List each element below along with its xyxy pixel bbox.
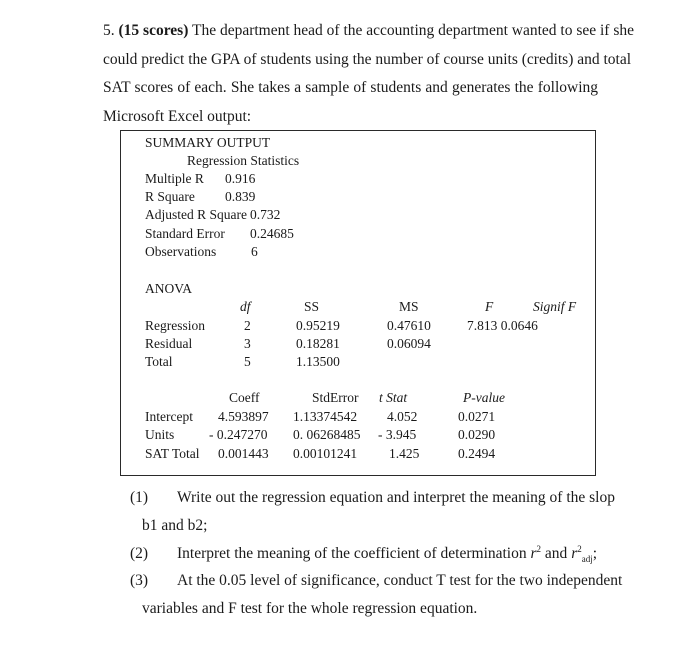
coef-header-tstat: t Stat xyxy=(379,390,408,405)
excel-output-box xyxy=(120,130,596,476)
problem-line-1 xyxy=(103,17,634,46)
stat-value: 0.839 xyxy=(225,189,256,204)
question-1-text: Write out the regression equation and interpret the meaning of the slop xyxy=(177,489,615,506)
question-3-continuation: variables and F test for the whole regression equation. xyxy=(142,600,478,617)
question-2-and: and xyxy=(541,545,572,562)
summary-output-title: SUMMARY OUTPUT xyxy=(145,135,271,150)
coef-stderror: 0.00101241 xyxy=(293,446,358,461)
problem-line-2: could predict the GPA of students using the number of course units (credits) and total xyxy=(103,50,632,68)
coef-row-label: Intercept xyxy=(145,409,193,424)
anova-header-df: df xyxy=(240,299,251,314)
coef-pvalue: 0.2494 xyxy=(458,446,496,461)
question-3-number: (3) xyxy=(130,572,149,589)
anova-header-f: F xyxy=(485,299,494,314)
coef-tstat: 4.052 xyxy=(387,409,418,424)
coef-header-pvalue: P-value xyxy=(463,390,505,405)
stat-label: Observations xyxy=(145,244,217,259)
anova-row-label: Regression xyxy=(145,318,205,333)
anova-df: 2 xyxy=(244,318,251,333)
stat-label: Standard Error xyxy=(145,226,225,241)
anova-row-label: Total xyxy=(145,354,173,369)
anova-df: 3 xyxy=(244,336,251,351)
question-2-lead: Interpret the meaning of the coefficient of determination xyxy=(177,545,531,562)
question-2-end: ; xyxy=(592,545,598,562)
anova-header-ss: SS xyxy=(304,299,320,314)
anova-heading: ANOVA xyxy=(145,281,193,296)
anova-row-label: Residual xyxy=(145,336,193,351)
anova-ms: 0.47610 xyxy=(387,318,431,333)
coef-pvalue: 0.0290 xyxy=(458,427,496,442)
question-2-text xyxy=(177,544,597,564)
stat-label: R Square xyxy=(145,189,195,204)
r-symbol: r xyxy=(530,545,537,562)
stat-value: 0.916 xyxy=(225,171,256,186)
anova-f-signif: 7.813 0.0646 xyxy=(467,318,538,333)
stat-label: Multiple R xyxy=(145,171,204,186)
r-adj-sup: 2 xyxy=(577,543,582,554)
problem-line-1-text: The department head of the accounting department wanted to see if she xyxy=(191,22,634,39)
coef-value: - 0.247270 xyxy=(209,427,268,442)
coef-row-label: SAT Total xyxy=(145,446,200,461)
stat-label: Adjusted R Square xyxy=(145,207,247,222)
regression-statistics-heading: Regression Statistics xyxy=(187,153,300,168)
question-3-text: At the 0.05 level of significance, conduct T test for the two independent xyxy=(177,572,623,589)
anova-header-ms: MS xyxy=(399,299,419,314)
problem-line-3: SAT scores of each. She takes a sample of students and generates the following xyxy=(103,79,598,96)
coef-header-coeff: Coeff xyxy=(229,390,260,405)
r-squared-sup: 2 xyxy=(536,543,542,554)
anova-ss: 1.13500 xyxy=(296,354,340,369)
anova-ss: 0.95219 xyxy=(296,318,340,333)
coef-value: 4.593897 xyxy=(218,409,269,424)
question-1-number: (1) xyxy=(130,489,149,506)
anova-ms: 0.06094 xyxy=(387,336,431,351)
r-adj-symbol: r xyxy=(571,545,578,562)
anova-ss: 0.18281 xyxy=(296,336,340,351)
problem-number: 5. xyxy=(103,22,115,39)
problem-line-4: Microsoft Excel output: xyxy=(103,107,252,125)
stat-value: 6 xyxy=(251,244,258,259)
coef-pvalue: 0.0271 xyxy=(458,409,496,424)
anova-header-signif-f: Signif F xyxy=(533,299,577,314)
question-2-number: (2) xyxy=(130,545,149,562)
stat-value: 0.24685 xyxy=(250,226,294,241)
coef-value: 0.001443 xyxy=(218,446,269,461)
r-adj-sub: adj xyxy=(581,554,593,565)
coef-tstat: - 3.945 xyxy=(378,427,417,442)
coef-row-label: Units xyxy=(145,427,175,442)
coef-stderror: 0. 06268485 xyxy=(293,427,361,442)
coef-tstat: 1.425 xyxy=(389,446,420,461)
question-1-continuation: b1 and b2; xyxy=(142,517,208,534)
stat-value: 0.732 xyxy=(250,207,281,222)
coef-stderror: 1.13374542 xyxy=(293,409,358,424)
problem-score: (15 scores) xyxy=(118,22,189,39)
coef-header-stderror: StdError xyxy=(312,390,359,405)
problem-statement xyxy=(103,17,634,131)
anova-df: 5 xyxy=(244,354,251,369)
